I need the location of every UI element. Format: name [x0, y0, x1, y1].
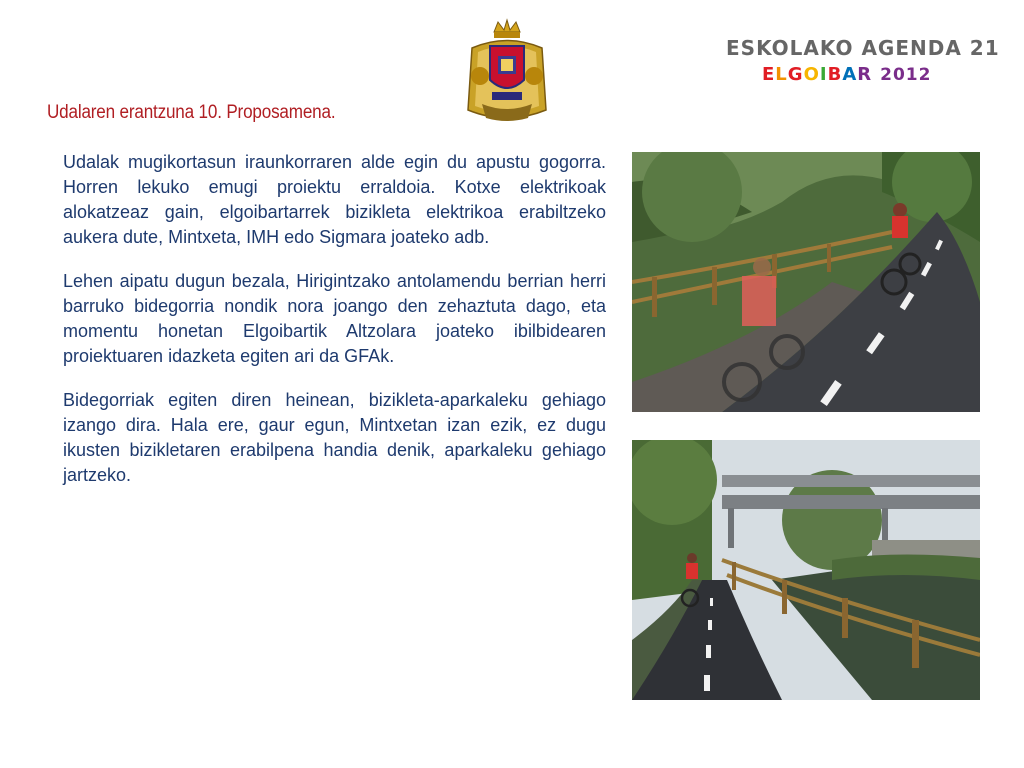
coat-of-arms-icon — [462, 18, 552, 128]
logo-letter: L — [775, 64, 788, 85]
page-title: Udalaren erantzuna 10. Proposamena. — [47, 102, 336, 123]
logo-letter: O — [803, 64, 820, 85]
logo-letter: B — [827, 64, 843, 85]
logo-year: 2012 — [880, 65, 932, 85]
bike-lane-photo-bottom — [632, 440, 980, 700]
logo-letter: G — [787, 64, 804, 85]
paragraph-1: Udalak mugikortasun iraunkorraren alde egin du apustu gogorra. Horren lekuko emugi proiektu erraldoia. Kotxe elektrikoak alokatzeaz gain, elgoibartarrek bizikleta elektrikoa erabiltzeko aukera dute, Mintxeta, IMH edo Sigmara joateko adb. — [63, 152, 606, 247]
logo-letter: R — [857, 64, 873, 85]
logo-line2 — [762, 64, 931, 85]
body-text — [63, 150, 606, 507]
logo-word — [762, 64, 872, 85]
bike-lane-photo-top — [632, 152, 980, 412]
paragraph-3: Bidegorriak egiten diren heinean, bizikleta-aparkaleku gehiago izango dira. Hala ere, gaur egun, Mintxetan izan ezik, ez dugu ikusten bizikletaren erabilpena handia denik, aparkaleku gehiago jartzeko. — [63, 390, 606, 485]
paragraph-2: Lehen aipatu dugun bezala, Hirigintzako antolamendu berrian herri barruko bidegorria nondik nora joango den zehaztuta dago, eta momentu honetan Elgoibartik Altzolara joateko ibilbidearen proiektuaren idazketa egiten ari da GFAk. — [63, 271, 606, 366]
logo-letter: E — [762, 64, 776, 85]
logo-letter: I — [819, 64, 828, 85]
logo-line1: ESKOLAKO AGENDA 21 — [726, 36, 1000, 60]
eskolako-agenda-logo — [722, 36, 1000, 96]
logo-letter: A — [842, 64, 858, 85]
